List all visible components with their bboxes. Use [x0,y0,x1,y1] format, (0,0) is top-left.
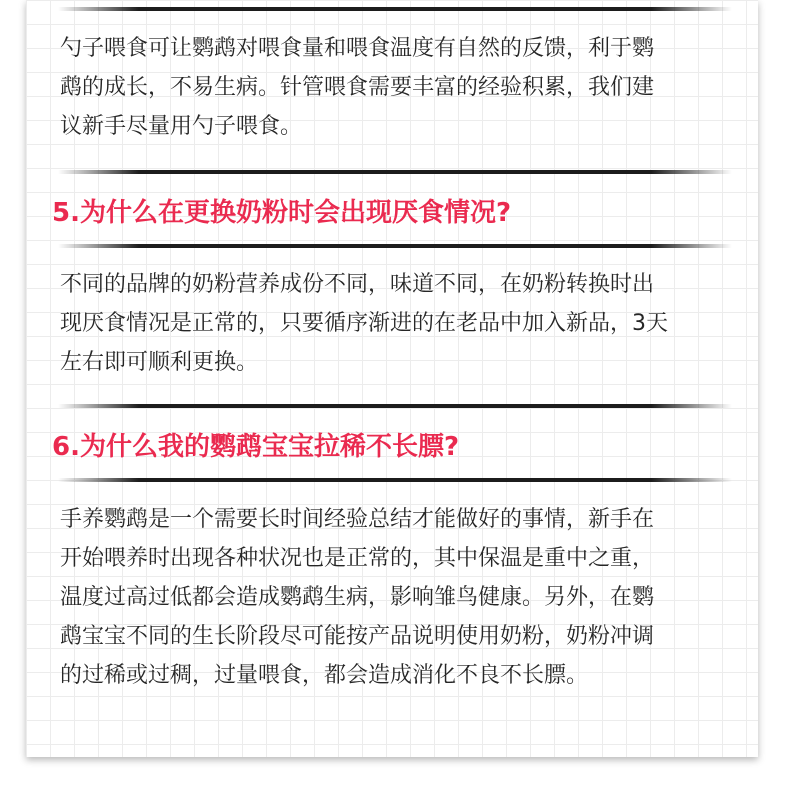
question-heading-6: 6.为什么我的鹦鹉宝宝拉稀不长膘? [52,432,460,462]
paragraph-line: 左右即可顺利更换。 [60,350,259,375]
question-heading-5: 5.为什么在更换奶粉时会出现厌食情况? [52,198,512,228]
answer-paragraph-4 [60,29,736,146]
paragraph-line: 勺子喂食可让鹦鹉对喂食量和喂食温度有自然的反馈，利于鹦 [60,36,655,61]
answer-paragraph-6 [60,500,736,695]
section-divider [58,170,732,174]
section-divider [58,7,732,11]
answer-paragraph-5 [60,265,736,382]
section-divider [58,244,732,248]
paragraph-line: 鹉宝宝不同的生长阶段尽可能按产品说明使用奶粉，奶粉冲调 [60,624,655,649]
section-divider [58,478,732,482]
paragraph-line: 温度过高过低都会造成鹦鹉生病，影响雏鸟健康。另外，在鹦 [60,585,655,610]
paragraph-line: 议新手尽量用勺子喂食。 [60,114,303,139]
paragraph-line: 开始喂养时出现各种状况也是正常的，其中保温是重中之重， [60,546,655,571]
paragraph-line: 的过稀或过稠，过量喂食，都会造成消化不良不长膘。 [60,663,589,688]
paragraph-line: 鹉的成长，不易生病。针管喂食需要丰富的经验积累，我们建 [60,75,655,100]
paragraph-line: 手养鹦鹉是一个需要长时间经验总结才能做好的事情，新手在 [60,507,655,532]
paragraph-line: 现厌食情况是正常的，只要循序渐进的在老品中加入新品，3天 [60,311,668,336]
paragraph-line: 不同的品牌的奶粉营养成份不同，味道不同，在奶粉转换时出 [60,272,655,297]
section-divider [58,404,732,408]
